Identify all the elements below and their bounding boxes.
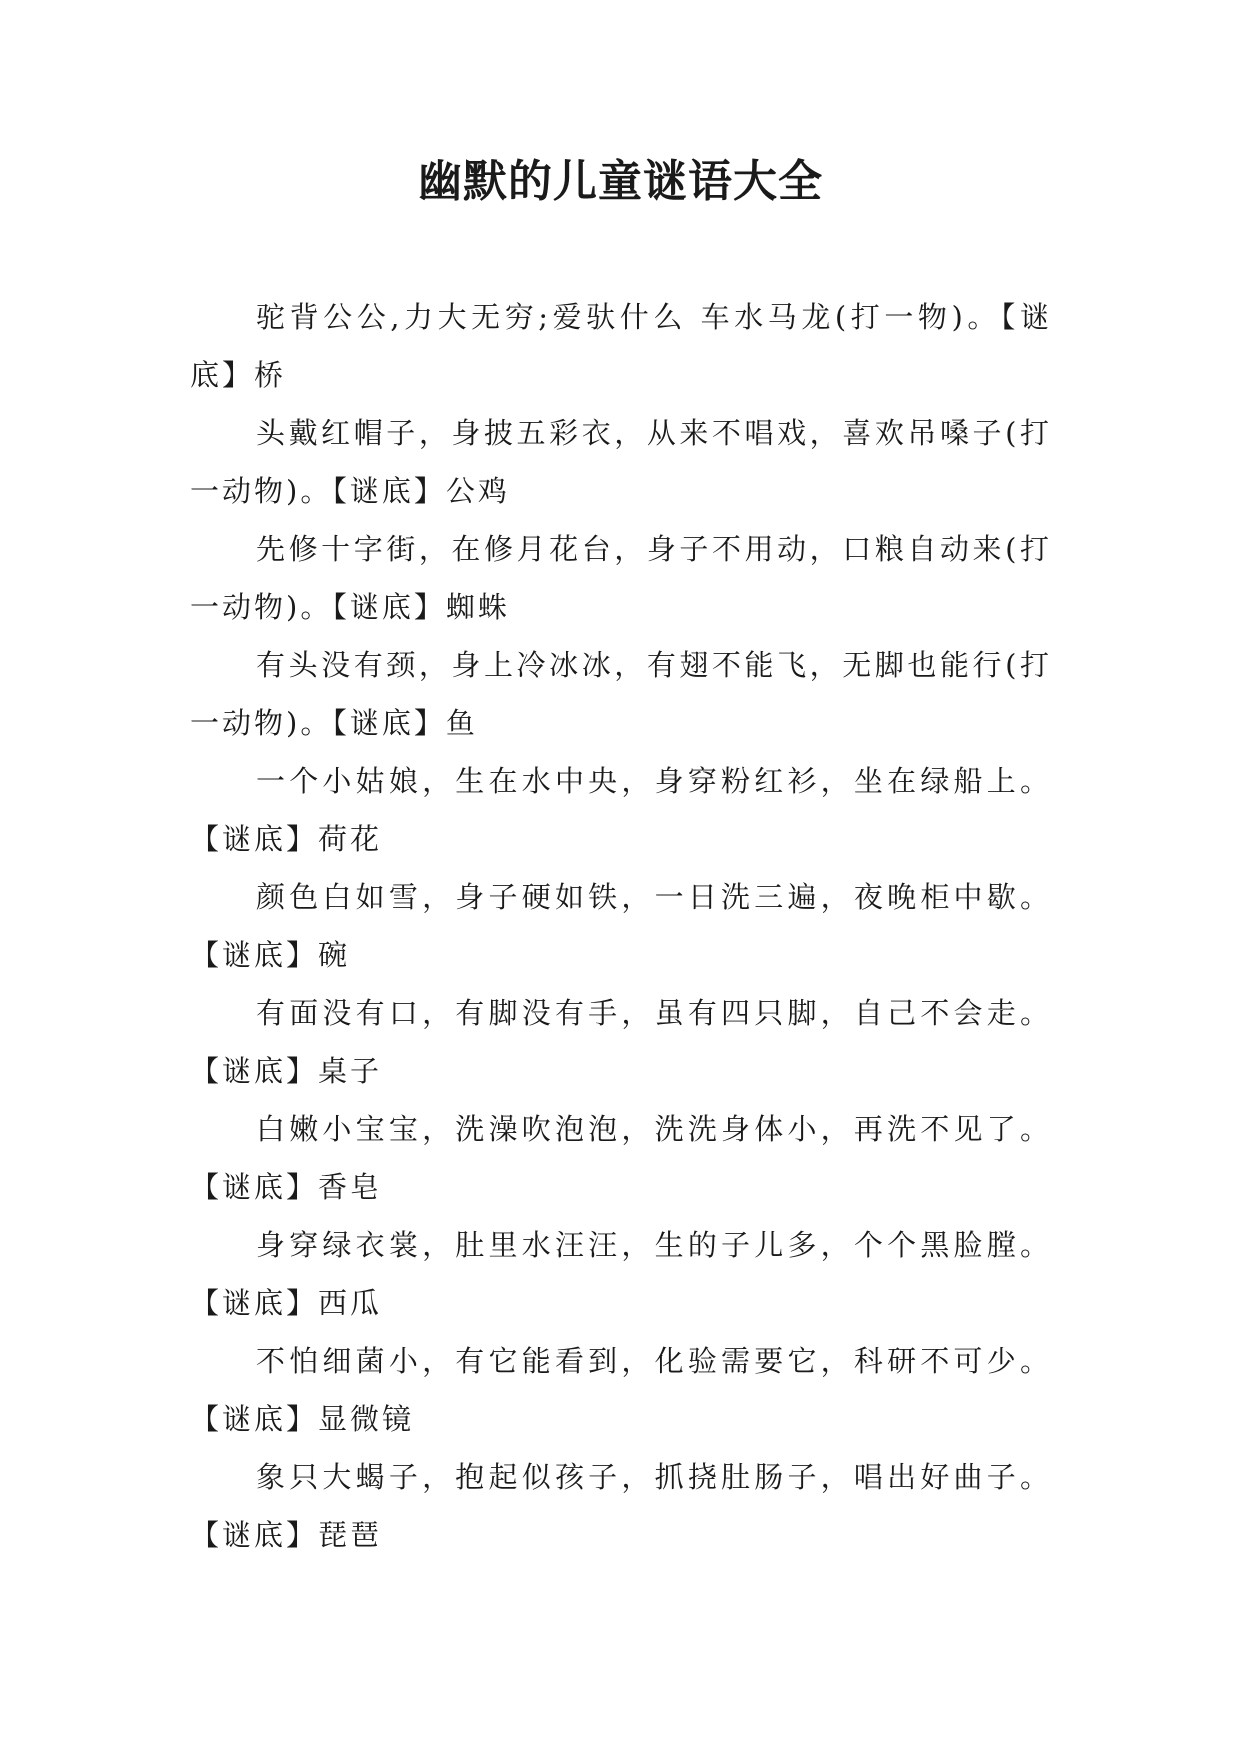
riddle-paragraph-5: 一个小姑娘，生在水中央，身穿粉红衫，坐在绿船上。【谜底】荷花 — [190, 764, 1052, 856]
riddle-paragraph-10: 不怕细菌小，有它能看到，化验需要它，科研不可少。【谜底】显微镜 — [190, 1344, 1052, 1436]
document-title: 幽默的儿童谜语大全 — [418, 156, 823, 207]
riddle-paragraph-6: 颜色白如雪，身子硬如铁，一日洗三遍，夜晚柜中歇。【谜底】碗 — [190, 880, 1052, 972]
riddle-paragraph-1: 驼背公公,力大无穷;爱驮什么 车水马龙(打一物)。【谜底】桥 — [190, 300, 1052, 392]
riddle-list — [190, 288, 1052, 1564]
riddle-paragraph-9: 身穿绿衣裳，肚里水汪汪，生的子儿多，个个黑脸膛。【谜底】西瓜 — [190, 1228, 1052, 1320]
riddle-paragraph-8: 白嫩小宝宝，洗澡吹泡泡，洗洗身体小，再洗不见了。【谜底】香皂 — [190, 1112, 1052, 1204]
riddle-paragraph-11: 象只大蝎子，抱起似孩子，抓挠肚肠子，唱出好曲子。【谜底】琵琶 — [190, 1460, 1052, 1552]
riddle-paragraph-4: 有头没有颈，身上冷冰冰，有翅不能飞，无脚也能行(打一动物)。【谜底】鱼 — [190, 648, 1052, 740]
riddle-paragraph-7: 有面没有口，有脚没有手，虽有四只脚，自己不会走。【谜底】桌子 — [190, 996, 1052, 1088]
riddle-paragraph-3: 先修十字街，在修月花台，身子不用动，口粮自动来(打一动物)。【谜底】蜘蛛 — [190, 532, 1052, 624]
riddle-paragraph-2: 头戴红帽子，身披五彩衣，从来不唱戏，喜欢吊嗓子(打一动物)。【谜底】公鸡 — [190, 416, 1052, 508]
